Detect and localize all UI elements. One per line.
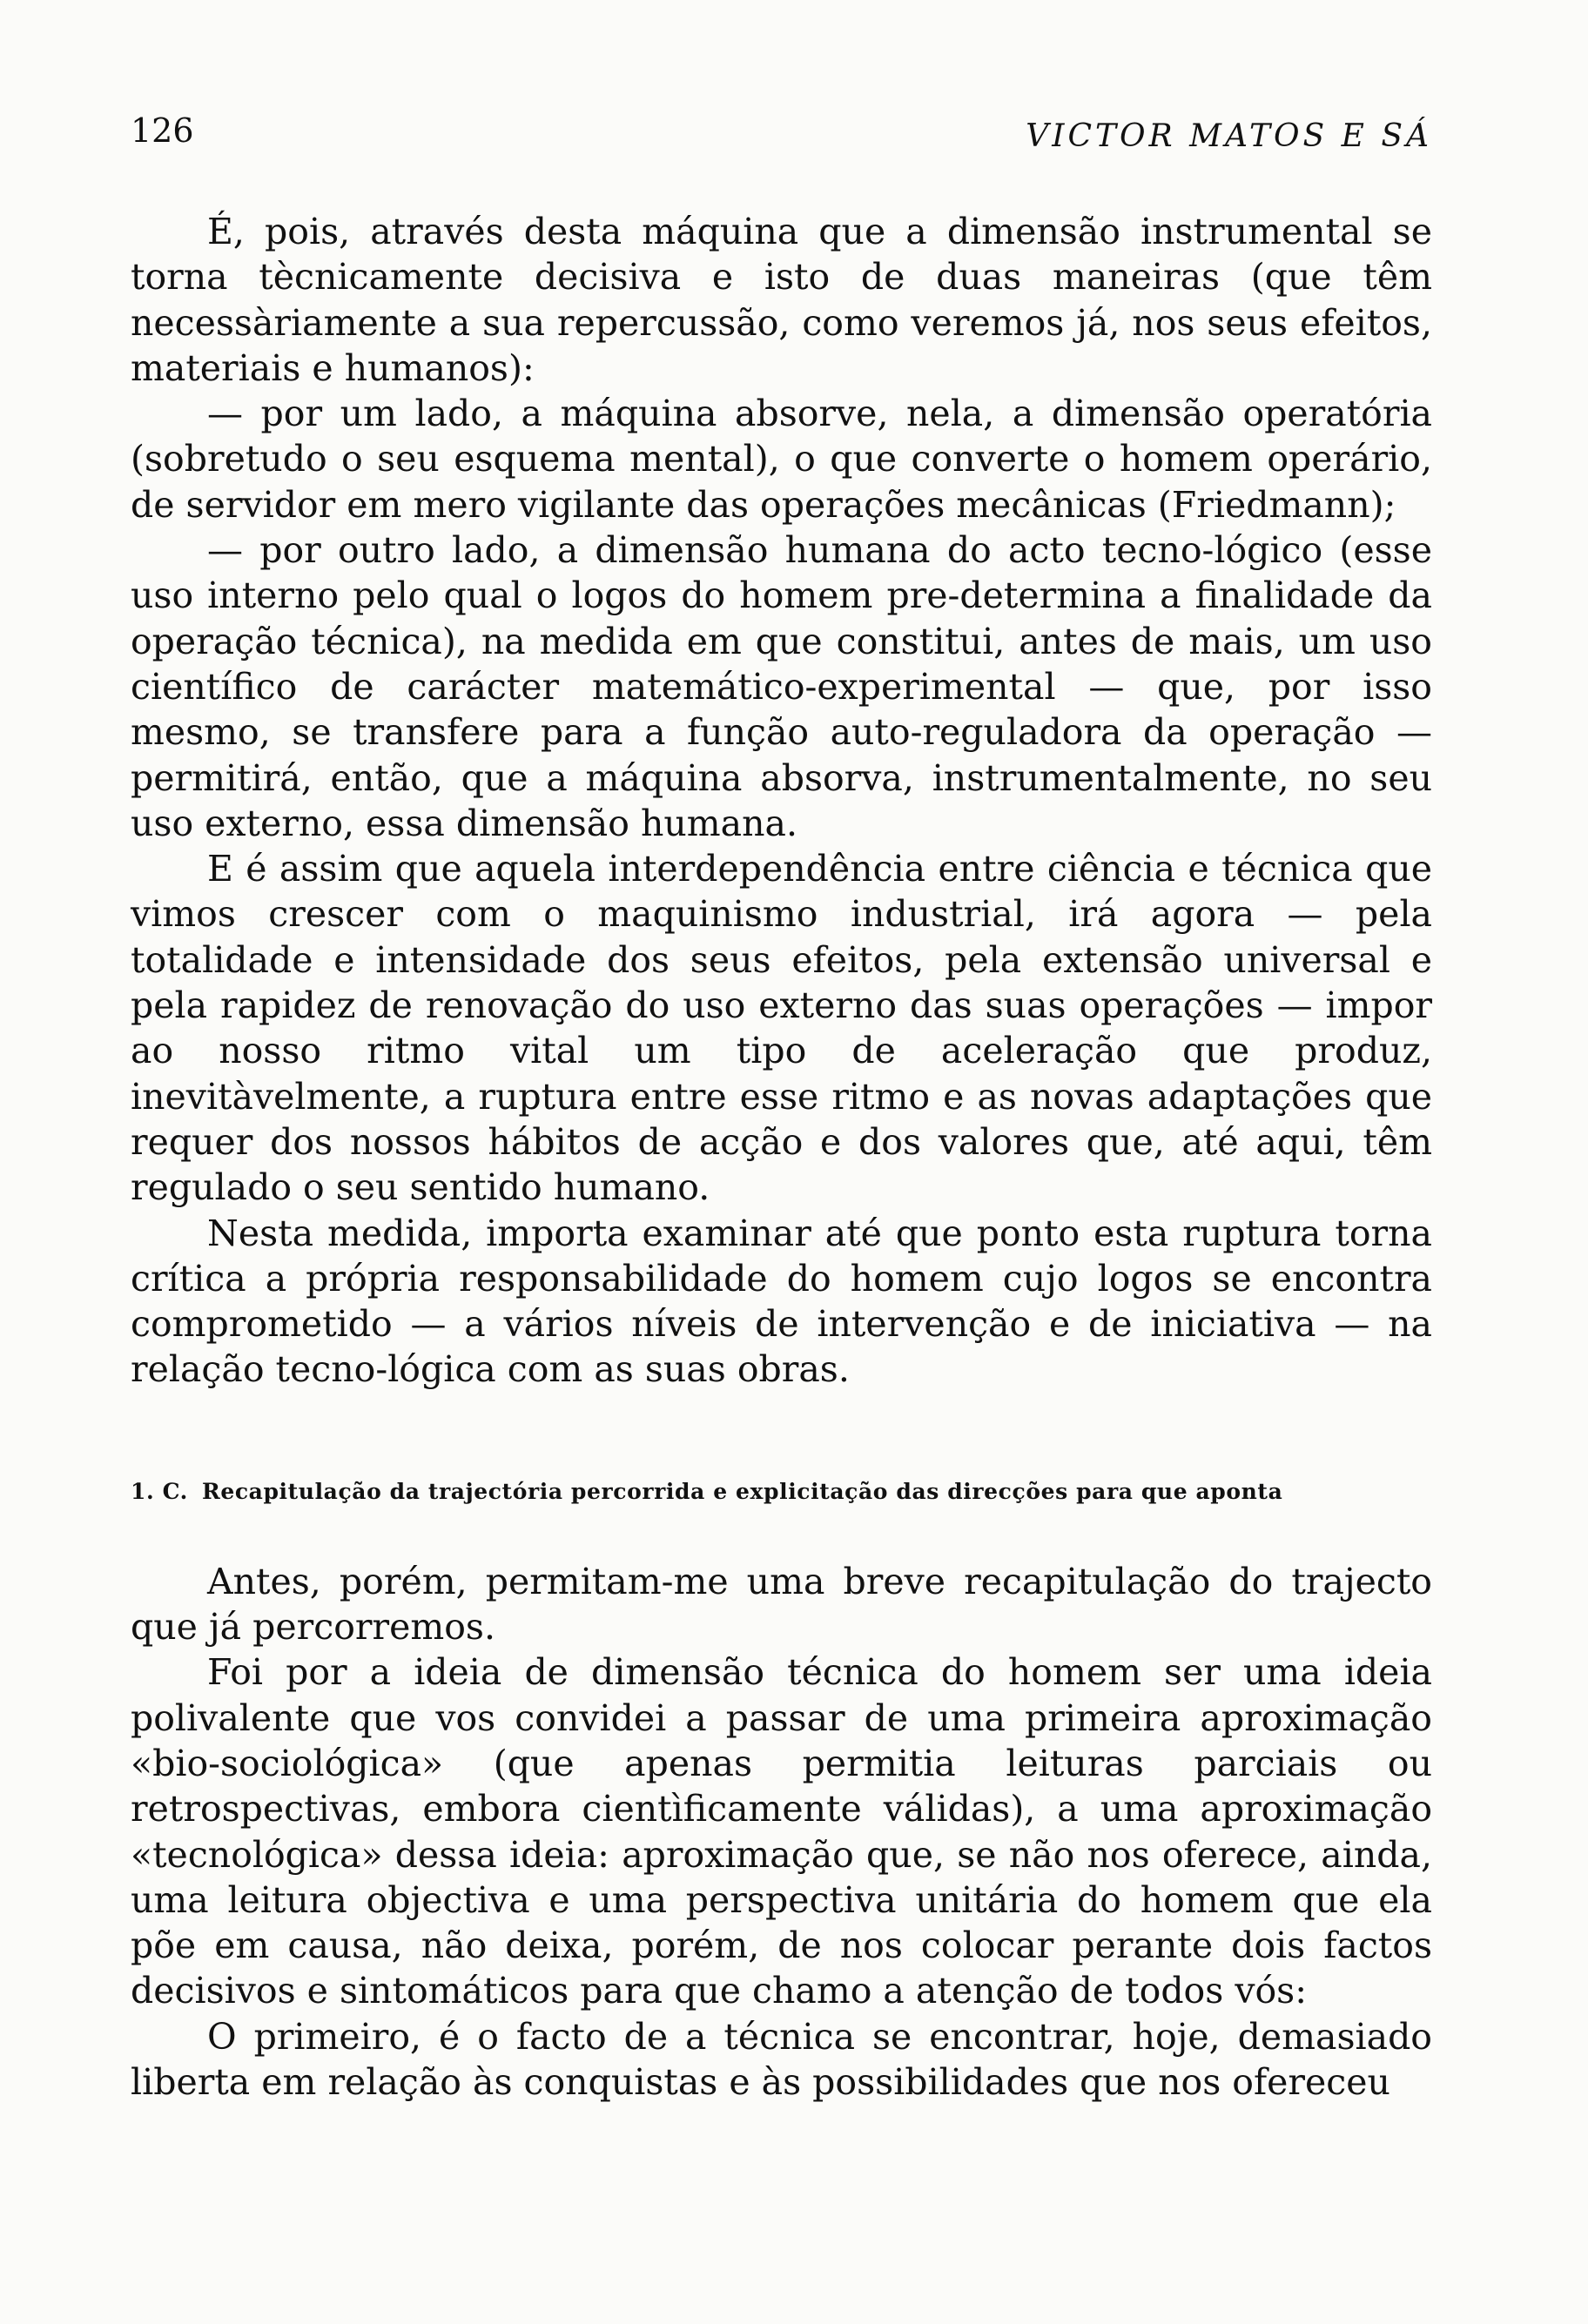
running-title: VICTOR MATOS E SÁ xyxy=(1026,118,1432,154)
paragraph: O primeiro, é o facto de a técnica se encontrar, hoje, demasiado liberta em relação às conquistas e às possibilidades que nos ofereceu xyxy=(131,2015,1432,2103)
page-number: 126 xyxy=(131,111,194,150)
section-number: 1. C. xyxy=(131,1478,188,1504)
paragraph: E é assim que aquela interdependência entre ciência e técnica que vimos crescer com o maquinismo industrial, irá agora — pela totalidade e intensidade dos seus efeitos, pela extensão universal e pela rapidez de renovação do uso externo das suas operações — impor ao nosso ritmo vital um tipo de aceleração que produz, inevitàvelmente, a ruptura entre esse ritmo e as novas adaptações que requer dos nossos hábitos de acção e dos valores que, até aqui, têm regulado o seu sentido humano. xyxy=(131,848,1432,1209)
page-body xyxy=(131,209,1432,2105)
section-title: Recapitulação da trajectória percorrida e explicitação das direcções para que aponta xyxy=(201,1478,1283,1504)
paragraph: — por outro lado, a dimensão humana do acto tecno-lógico (esse uso interno pelo qual o logos do homem pre-determina a finalidade da operação técnica), na medida em que constitui, antes de mais, um uso científico de carácter matemático-experimental — que, por isso mesmo, se transfere para a função auto-reguladora da operação — permitirá, então, que a máquina absorva, instrumentalmente, no seu uso externo, essa dimensão humana. xyxy=(131,529,1432,844)
paragraph: É, pois, através desta máquina que a dimensão instrumental se torna tècnicamente decisiva e isto de duas maneiras (que têm necessàriamente a sua repercussão, como veremos já, nos seus efeitos, materiais e humanos): xyxy=(131,211,1432,389)
section-spacer xyxy=(131,1393,1432,1474)
paragraph: Foi por a ideia de dimensão técnica do homem ser uma ideia polivalente que vos convidei a passar de uma primeira aproximação «bio-sociológica» (que apenas permitia leituras parciais ou retrospectivas, embora cientìficamente válidas), a uma aproximação «tecnológica» dessa ideia: aproximação que, se não nos oferece, ainda, uma leitura objectiva e uma perspectiva unitária do homem que ela põe em causa, não deixa, porém, de nos colocar perante dois factos decisivos e sintomáticos para que chamo a atenção de todos vós: xyxy=(131,1651,1432,2012)
paragraph: Antes, porém, permitam-me uma breve recapitulação do trajecto que já percorremos. xyxy=(131,1560,1432,1649)
running-head xyxy=(131,111,1432,155)
paragraph: — por um lado, a máquina absorve, nela, a dimensão operatória (sobretudo o seu esquema mental), o que converte o homem operário, de servidor em mero vigilante das operações mecânicas (Friedmann); xyxy=(131,393,1432,526)
paragraph: Nesta medida, importa examinar até que ponto esta ruptura torna crítica a própria responsabilidade do homem cujo logos se encontra comprometido — a vários níveis de intervenção e de iniciativa — na relação tecno-lógica com as suas obras. xyxy=(131,1212,1432,1391)
section-heading xyxy=(131,1474,1432,1509)
